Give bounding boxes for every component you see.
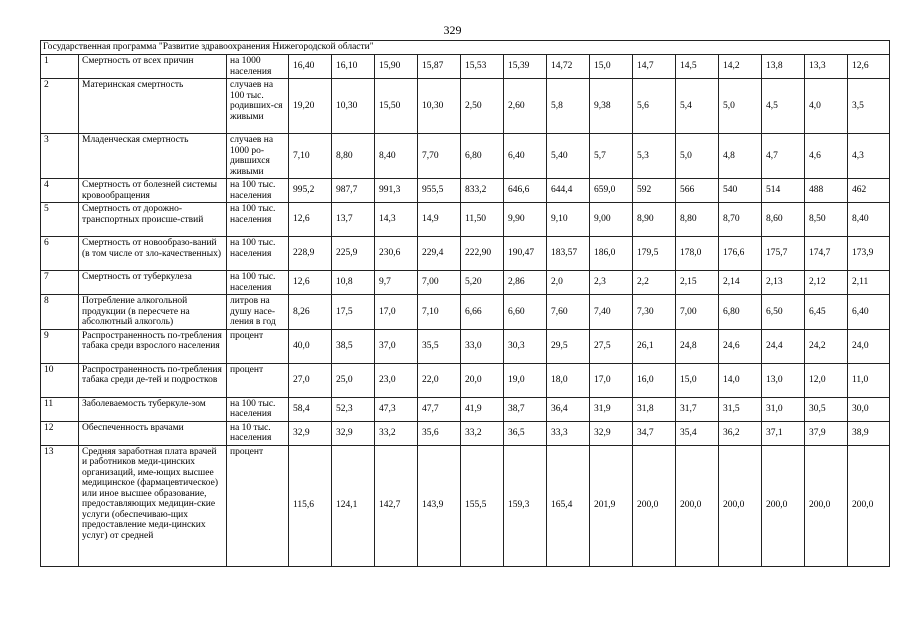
value-cell: 38,9 (848, 421, 890, 445)
table-row (41, 397, 890, 421)
value-cell: 6,45 (805, 295, 848, 330)
value-cell: 24,6 (719, 329, 762, 363)
row-number: 9 (41, 329, 79, 363)
value-cell: 592 (633, 179, 676, 203)
value-cell: 514 (762, 179, 805, 203)
value-cell: 6,40 (504, 134, 547, 179)
value-cell: 14,7 (633, 55, 676, 79)
value-cell: 31,5 (719, 397, 762, 421)
value-cell: 2,2 (633, 271, 676, 295)
table-row (41, 445, 890, 566)
value-cell: 646,6 (504, 179, 547, 203)
value-cell: 27,0 (289, 363, 332, 397)
unit: на 100 тыс. населения (227, 237, 289, 271)
indicator-name: Заболеваемость туберкуле-зом (79, 397, 227, 421)
value-cell: 8,50 (805, 203, 848, 237)
table-row (41, 79, 890, 134)
value-cell: 38,7 (504, 397, 547, 421)
value-cell: 186,0 (590, 237, 633, 271)
value-cell: 16,10 (332, 55, 375, 79)
value-cell: 33,3 (547, 421, 590, 445)
value-cell: 30,5 (805, 397, 848, 421)
value-cell: 32,9 (332, 421, 375, 445)
indicator-name: Потребление алкогольной продукции (в пересчете на абсолютный алкоголь) (79, 295, 227, 330)
value-cell: 7,30 (633, 295, 676, 330)
value-cell: 27,5 (590, 329, 633, 363)
value-cell: 124,1 (332, 445, 375, 566)
row-number: 2 (41, 79, 79, 134)
table-row (41, 421, 890, 445)
value-cell: 7,40 (590, 295, 633, 330)
value-cell: 6,66 (461, 295, 504, 330)
value-cell: 4,7 (762, 134, 805, 179)
value-cell: 9,38 (590, 79, 633, 134)
value-cell: 8,60 (762, 203, 805, 237)
value-cell: 7,10 (289, 134, 332, 179)
value-cell: 225,9 (332, 237, 375, 271)
table-row (41, 329, 890, 363)
value-cell: 23,0 (375, 363, 418, 397)
value-cell: 4,6 (805, 134, 848, 179)
value-cell: 142,7 (375, 445, 418, 566)
value-cell: 31,9 (590, 397, 633, 421)
row-number: 8 (41, 295, 79, 330)
table-row (41, 203, 890, 237)
value-cell: 9,90 (504, 203, 547, 237)
table-row (41, 179, 890, 203)
value-cell: 5,3 (633, 134, 676, 179)
value-cell: 5,7 (590, 134, 633, 179)
row-number: 13 (41, 445, 79, 566)
unit: случаев на 1000 ро-дившихся живыми (227, 134, 289, 179)
value-cell: 991,3 (375, 179, 418, 203)
value-cell: 5,40 (547, 134, 590, 179)
value-cell: 8,70 (719, 203, 762, 237)
value-cell: 2,13 (762, 271, 805, 295)
value-cell: 15,90 (375, 55, 418, 79)
value-cell: 37,1 (762, 421, 805, 445)
value-cell: 4,3 (848, 134, 890, 179)
value-cell: 36,4 (547, 397, 590, 421)
value-cell: 2,50 (461, 79, 504, 134)
table-row (41, 237, 890, 271)
unit: на 100 тыс. населения (227, 271, 289, 295)
value-cell: 11,0 (848, 363, 890, 397)
value-cell: 4,8 (719, 134, 762, 179)
value-cell: 165,4 (547, 445, 590, 566)
value-cell: 10,8 (332, 271, 375, 295)
value-cell: 7,00 (676, 295, 719, 330)
value-cell: 14,3 (375, 203, 418, 237)
unit: на 1000 населения (227, 55, 289, 79)
value-cell: 995,2 (289, 179, 332, 203)
value-cell: 24,0 (848, 329, 890, 363)
value-cell: 987,7 (332, 179, 375, 203)
value-cell: 14,5 (676, 55, 719, 79)
value-cell: 12,6 (289, 271, 332, 295)
value-cell: 13,8 (762, 55, 805, 79)
indicator-name: Смертность от всех причин (79, 55, 227, 79)
value-cell: 24,8 (676, 329, 719, 363)
row-number: 1 (41, 55, 79, 79)
value-cell: 17,0 (375, 295, 418, 330)
row-number: 4 (41, 179, 79, 203)
value-cell: 8,90 (633, 203, 676, 237)
value-cell: 15,0 (590, 55, 633, 79)
value-cell: 2,0 (547, 271, 590, 295)
value-cell: 7,00 (418, 271, 461, 295)
value-cell: 5,0 (676, 134, 719, 179)
value-cell: 2,14 (719, 271, 762, 295)
value-cell: 200,0 (762, 445, 805, 566)
indicator-name: Смертность от новообразо-ваний (в том числе от зло-качественных) (79, 237, 227, 271)
value-cell: 26,1 (633, 329, 676, 363)
program-title: Государственная программа "Развитие здравоохранения Нижегородской области" (41, 41, 890, 55)
value-cell: 10,30 (332, 79, 375, 134)
unit: на 10 тыс. населения (227, 421, 289, 445)
value-cell: 15,39 (504, 55, 547, 79)
value-cell: 833,2 (461, 179, 504, 203)
value-cell: 19,20 (289, 79, 332, 134)
value-cell: 190,47 (504, 237, 547, 271)
indicator-name: Распространенность по-требления табака среди де-тей и подростков (79, 363, 227, 397)
table-body (41, 41, 890, 567)
value-cell: 35,5 (418, 329, 461, 363)
value-cell: 2,60 (504, 79, 547, 134)
value-cell: 173,9 (848, 237, 890, 271)
indicators-table (40, 40, 890, 567)
value-cell: 176,6 (719, 237, 762, 271)
value-cell: 200,0 (676, 445, 719, 566)
value-cell: 230,6 (375, 237, 418, 271)
table-row (41, 295, 890, 330)
value-cell: 6,50 (762, 295, 805, 330)
value-cell: 6,80 (719, 295, 762, 330)
program-title-row (41, 41, 890, 55)
value-cell: 24,2 (805, 329, 848, 363)
value-cell: 6,80 (461, 134, 504, 179)
value-cell: 18,0 (547, 363, 590, 397)
value-cell: 4,0 (805, 79, 848, 134)
row-number: 11 (41, 397, 79, 421)
indicator-name: Материнская смертность (79, 79, 227, 134)
value-cell: 8,26 (289, 295, 332, 330)
value-cell: 4,5 (762, 79, 805, 134)
value-cell: 9,10 (547, 203, 590, 237)
value-cell: 30,3 (504, 329, 547, 363)
unit: процент (227, 445, 289, 566)
value-cell: 7,70 (418, 134, 461, 179)
value-cell: 13,7 (332, 203, 375, 237)
value-cell: 2,86 (504, 271, 547, 295)
unit: литров на душу насе-ления в год (227, 295, 289, 330)
value-cell: 3,5 (848, 79, 890, 134)
value-cell: 183,57 (547, 237, 590, 271)
value-cell: 31,0 (762, 397, 805, 421)
value-cell: 15,53 (461, 55, 504, 79)
table-row (41, 271, 890, 295)
page-number: 329 (443, 23, 462, 37)
value-cell: 34,7 (633, 421, 676, 445)
indicator-name: Смертность от болезней системы кровообращения (79, 179, 227, 203)
value-cell: 40,0 (289, 329, 332, 363)
value-cell: 143,9 (418, 445, 461, 566)
value-cell: 15,50 (375, 79, 418, 134)
value-cell: 8,40 (848, 203, 890, 237)
value-cell: 41,9 (461, 397, 504, 421)
value-cell: 37,9 (805, 421, 848, 445)
row-number: 12 (41, 421, 79, 445)
value-cell: 33,2 (461, 421, 504, 445)
value-cell: 7,10 (418, 295, 461, 330)
value-cell: 35,4 (676, 421, 719, 445)
value-cell: 9,00 (590, 203, 633, 237)
value-cell: 25,0 (332, 363, 375, 397)
value-cell: 32,9 (289, 421, 332, 445)
table-row (41, 134, 890, 179)
value-cell: 222,90 (461, 237, 504, 271)
value-cell: 24,4 (762, 329, 805, 363)
value-cell: 12,6 (848, 55, 890, 79)
value-cell: 14,9 (418, 203, 461, 237)
value-cell: 20,0 (461, 363, 504, 397)
row-number: 3 (41, 134, 79, 179)
value-cell: 7,60 (547, 295, 590, 330)
value-cell: 2,15 (676, 271, 719, 295)
value-cell: 12,6 (289, 203, 332, 237)
value-cell: 155,5 (461, 445, 504, 566)
value-cell: 179,5 (633, 237, 676, 271)
value-cell: 52,3 (332, 397, 375, 421)
value-cell: 15,0 (676, 363, 719, 397)
value-cell: 31,7 (676, 397, 719, 421)
value-cell: 47,7 (418, 397, 461, 421)
value-cell: 38,5 (332, 329, 375, 363)
value-cell: 462 (848, 179, 890, 203)
value-cell: 29,5 (547, 329, 590, 363)
value-cell: 8,40 (375, 134, 418, 179)
value-cell: 200,0 (848, 445, 890, 566)
value-cell: 17,5 (332, 295, 375, 330)
value-cell: 10,30 (418, 79, 461, 134)
value-cell: 174,7 (805, 237, 848, 271)
table-row (41, 55, 890, 79)
value-cell: 13,0 (762, 363, 805, 397)
value-cell: 200,0 (805, 445, 848, 566)
value-cell: 5,6 (633, 79, 676, 134)
indicator-name: Младенческая смертность (79, 134, 227, 179)
value-cell: 37,0 (375, 329, 418, 363)
value-cell: 8,80 (332, 134, 375, 179)
value-cell: 16,40 (289, 55, 332, 79)
value-cell: 30,0 (848, 397, 890, 421)
indicator-name: Смертность от туберкулеза (79, 271, 227, 295)
unit: процент (227, 329, 289, 363)
value-cell: 12,0 (805, 363, 848, 397)
value-cell: 229,4 (418, 237, 461, 271)
value-cell: 2,12 (805, 271, 848, 295)
indicator-name: Обеспеченность врачами (79, 421, 227, 445)
indicator-name: Средняя заработная плата врачей и работников меди-цинских организаций, име-ющих высшее медицинское (фармацевтическое) или иное высшее образование, предоставляющих медицин-ские услуги (обеспечиваю-щих предоставление меди-цинских услуг) от средней (79, 445, 227, 566)
row-number: 6 (41, 237, 79, 271)
value-cell: 566 (676, 179, 719, 203)
value-cell: 11,50 (461, 203, 504, 237)
row-number: 5 (41, 203, 79, 237)
value-cell: 32,9 (590, 421, 633, 445)
value-cell: 14,2 (719, 55, 762, 79)
value-cell: 15,87 (418, 55, 461, 79)
unit: процент (227, 363, 289, 397)
value-cell: 178,0 (676, 237, 719, 271)
row-number: 10 (41, 363, 79, 397)
value-cell: 8,80 (676, 203, 719, 237)
value-cell: 2,3 (590, 271, 633, 295)
value-cell: 644,4 (547, 179, 590, 203)
value-cell: 5,0 (719, 79, 762, 134)
value-cell: 17,0 (590, 363, 633, 397)
value-cell: 33,2 (375, 421, 418, 445)
unit: на 100 тыс. населения (227, 179, 289, 203)
value-cell: 159,3 (504, 445, 547, 566)
value-cell: 6,40 (848, 295, 890, 330)
indicator-name: Смертность от дорожно-транспортных происше-ствий (79, 203, 227, 237)
value-cell: 955,5 (418, 179, 461, 203)
value-cell: 6,60 (504, 295, 547, 330)
unit: на 100 тыс. населения (227, 203, 289, 237)
value-cell: 5,20 (461, 271, 504, 295)
value-cell: 9,7 (375, 271, 418, 295)
indicator-name: Распространенность по-требления табака среди взрослого населения (79, 329, 227, 363)
value-cell: 175,7 (762, 237, 805, 271)
unit: случаев на 100 тыс. родивших-ся живыми (227, 79, 289, 134)
value-cell: 5,4 (676, 79, 719, 134)
value-cell: 200,0 (633, 445, 676, 566)
value-cell: 540 (719, 179, 762, 203)
value-cell: 14,0 (719, 363, 762, 397)
value-cell: 488 (805, 179, 848, 203)
value-cell: 200,0 (719, 445, 762, 566)
value-cell: 22,0 (418, 363, 461, 397)
value-cell: 58,4 (289, 397, 332, 421)
value-cell: 16,0 (633, 363, 676, 397)
value-cell: 13,3 (805, 55, 848, 79)
value-cell: 36,5 (504, 421, 547, 445)
value-cell: 31,8 (633, 397, 676, 421)
value-cell: 228,9 (289, 237, 332, 271)
value-cell: 115,6 (289, 445, 332, 566)
table-row (41, 363, 890, 397)
value-cell: 35,6 (418, 421, 461, 445)
value-cell: 201,9 (590, 445, 633, 566)
value-cell: 14,72 (547, 55, 590, 79)
row-number: 7 (41, 271, 79, 295)
value-cell: 2,11 (848, 271, 890, 295)
value-cell: 5,8 (547, 79, 590, 134)
value-cell: 659,0 (590, 179, 633, 203)
value-cell: 19,0 (504, 363, 547, 397)
unit: на 100 тыс. населения (227, 397, 289, 421)
value-cell: 47,3 (375, 397, 418, 421)
value-cell: 33,0 (461, 329, 504, 363)
value-cell: 36,2 (719, 421, 762, 445)
